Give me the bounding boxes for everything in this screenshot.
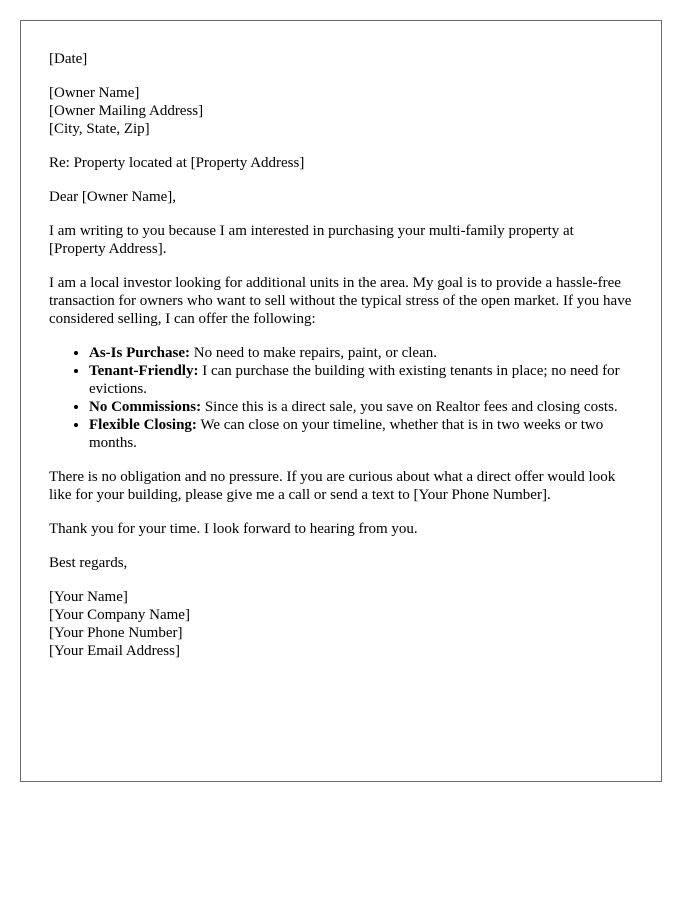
intro-paragraph: I am writing to you because I am interested in purchasing your multi-family property at [Property Address]. (49, 223, 574, 257)
spacer (49, 328, 633, 344)
spacer (49, 572, 633, 588)
recipient-name: [Owner Name] (49, 85, 140, 101)
benefit-item (89, 398, 633, 416)
benefit-text: I can purchase the building with existing tenants in place; no need for evictions. (89, 363, 620, 397)
letter-date: [Date] (49, 51, 88, 67)
offer-paragraph: I am a local investor looking for additional units in the area. My goal is to provide a hassle-free transaction for owners who want to sell without the typical stress of the open market. If you have considered selling, I can offer the following: (49, 275, 632, 327)
benefit-item (89, 362, 633, 398)
thank-you-paragraph: Thank you for your time. I look forward to hearing from you. (49, 521, 418, 537)
recipient-mailing-address: [Owner Mailing Address] (49, 103, 204, 119)
benefits-list (49, 344, 633, 452)
no-obligation-paragraph: There is no obligation and no pressure. If you are curious about what a direct offer would look like for your building, please give me a call or send a text to [Your Phone Number]. (49, 469, 616, 503)
spacer (49, 538, 633, 554)
benefit-item (89, 344, 633, 362)
sender-name: [Your Name] (49, 589, 128, 605)
benefit-item (89, 416, 633, 452)
spacer (49, 452, 633, 468)
letter-page (20, 20, 662, 782)
sender-email: [Your Email Address] (49, 643, 180, 659)
spacer (49, 504, 633, 520)
spacer (49, 206, 633, 222)
spacer (49, 172, 633, 188)
benefit-text: Since this is a direct sale, you save on Realtor fees and closing costs. (201, 399, 618, 415)
sign-off: Best regards, (49, 555, 128, 571)
spacer (49, 68, 633, 84)
sender-company: [Your Company Name] (49, 607, 190, 623)
spacer (49, 258, 633, 274)
letter-salutation: Dear [Owner Name], (49, 189, 177, 205)
benefit-text: We can close on your timeline, whether that is in two weeks or two months. (89, 417, 604, 451)
benefit-title: Flexible Closing: (89, 417, 197, 433)
recipient-address (49, 84, 633, 138)
benefit-title: No Commissions: (89, 399, 202, 415)
benefit-text: No need to make repairs, paint, or clean. (189, 345, 437, 361)
sender-phone: [Your Phone Number] (49, 625, 183, 641)
spacer (49, 138, 633, 154)
benefit-title: Tenant-Friendly: (89, 363, 199, 379)
signature-block (49, 588, 633, 660)
letter-subject: Re: Property located at [Property Address] (49, 155, 305, 171)
recipient-city-state-zip: [City, State, Zip] (49, 121, 150, 137)
benefit-title: As-Is Purchase: (89, 345, 190, 361)
